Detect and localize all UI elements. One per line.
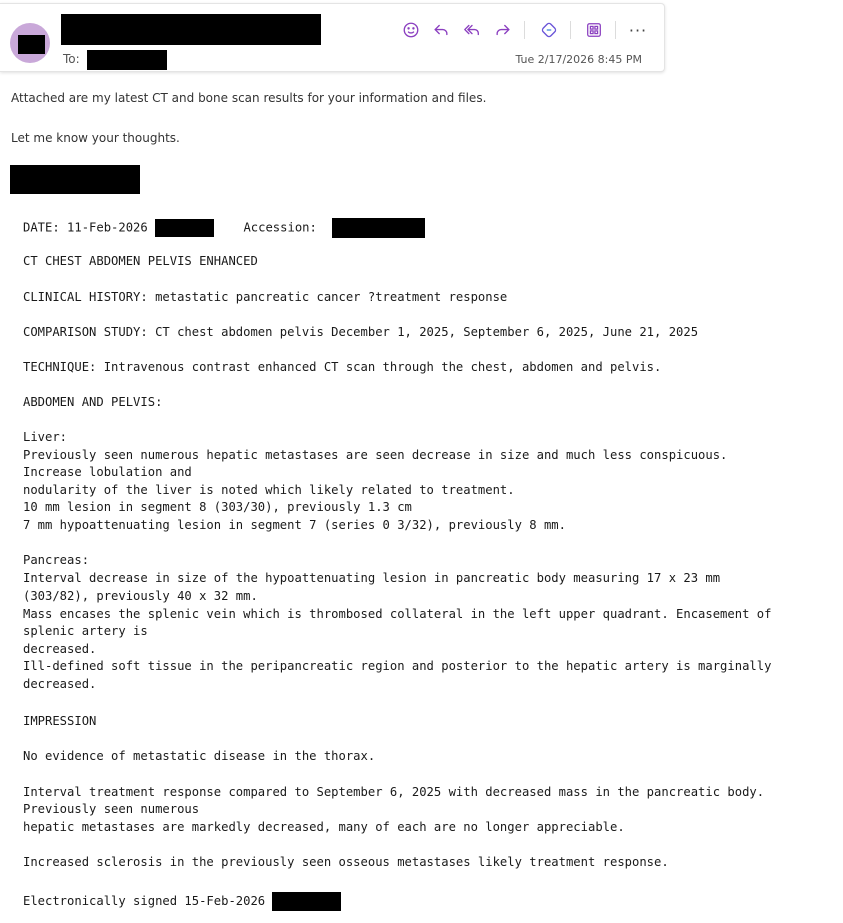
pancreas-line: Ill-defined soft tissue in the peripancreatic region and posterior to the hepatic artery is marginally xyxy=(23,659,772,673)
sent-timestamp: Tue 2/17/2026 8:45 PM xyxy=(515,53,642,66)
report-date: DATE: 11-Feb-2026 xyxy=(23,220,148,235)
pancreas-line: decreased. xyxy=(23,642,97,656)
impression-line: hepatic metastases are markedly decreased, many of each are no longer appreciable. xyxy=(23,820,625,834)
to-label: To: xyxy=(63,52,80,66)
signer-redaction xyxy=(272,892,341,911)
liver-line: 7 mm hypoattenuating lesion in segment 7 (series 0 3/32), previously 8 mm. xyxy=(23,518,566,532)
technique: TECHNIQUE: Intravenous contrast enhanced CT scan through the chest, abdomen and pelvis. xyxy=(23,360,662,374)
liver-line: 10 mm lesion in segment 8 (303/30), previously 1.3 cm xyxy=(23,500,412,514)
liver-label: Liver: xyxy=(23,430,68,444)
message-line-1: Attached are my latest CT and bone scan results for your information and files. xyxy=(11,91,487,105)
more-options-icon[interactable]: ··· xyxy=(628,20,648,40)
liver-line: Previously seen numerous hepatic metastases are seen decrease in size and much less conspicuous. xyxy=(23,448,728,462)
date-redaction xyxy=(155,219,214,237)
electronic-signature: Electronically signed 15-Feb-2026 xyxy=(23,894,266,908)
ct-report xyxy=(23,0,838,908)
liver-line: nodularity of the liver is noted which likely related to treatment. xyxy=(23,483,515,497)
comparison-study: COMPARISON STUDY: CT chest abdomen pelvis December 1, 2025, September 6, 2025, June 21, 2025 xyxy=(23,325,699,339)
signed-line xyxy=(23,892,341,911)
accession-label: Accession: xyxy=(243,220,317,235)
accession-redaction xyxy=(332,218,425,238)
impression-line: Increased sclerosis in the previously seen osseous metastases likely treatment response. xyxy=(23,855,669,869)
pancreas-line: Interval decrease in size of the hypoattenuating lesion in pancreatic body measuring 17 x 23 mm xyxy=(23,571,721,585)
report-date-line xyxy=(23,218,425,238)
pancreas-line: Mass encases the splenic vein which is thrombosed collateral in the left upper quadrant. Encasement of xyxy=(23,607,772,621)
pancreas-line: splenic artery is xyxy=(23,624,148,638)
impression-line: Interval treatment response compared to September 6, 2025 with decreased mass in the pancreatic body. xyxy=(23,785,765,799)
impression-label: IMPRESSION xyxy=(23,714,97,728)
liver-line: Increase lobulation and xyxy=(23,465,192,479)
clinical-history: CLINICAL HISTORY: metastatic pancreatic cancer ?treatment response xyxy=(23,290,508,304)
pancreas-line: decreased. xyxy=(23,677,97,691)
section-abdomen-pelvis: ABDOMEN AND PELVIS: xyxy=(23,395,163,409)
report-title: CT CHEST ABDOMEN PELVIS ENHANCED xyxy=(23,254,258,268)
impression-line: No evidence of metastatic disease in the thorax. xyxy=(23,749,376,763)
pancreas-label: Pancreas: xyxy=(23,553,90,567)
pancreas-line: (303/82), previously 40 x 32 mm. xyxy=(23,589,258,603)
message-line-2: Let me know your thoughts. xyxy=(11,131,180,145)
impression-line: Previously seen numerous xyxy=(23,802,200,816)
